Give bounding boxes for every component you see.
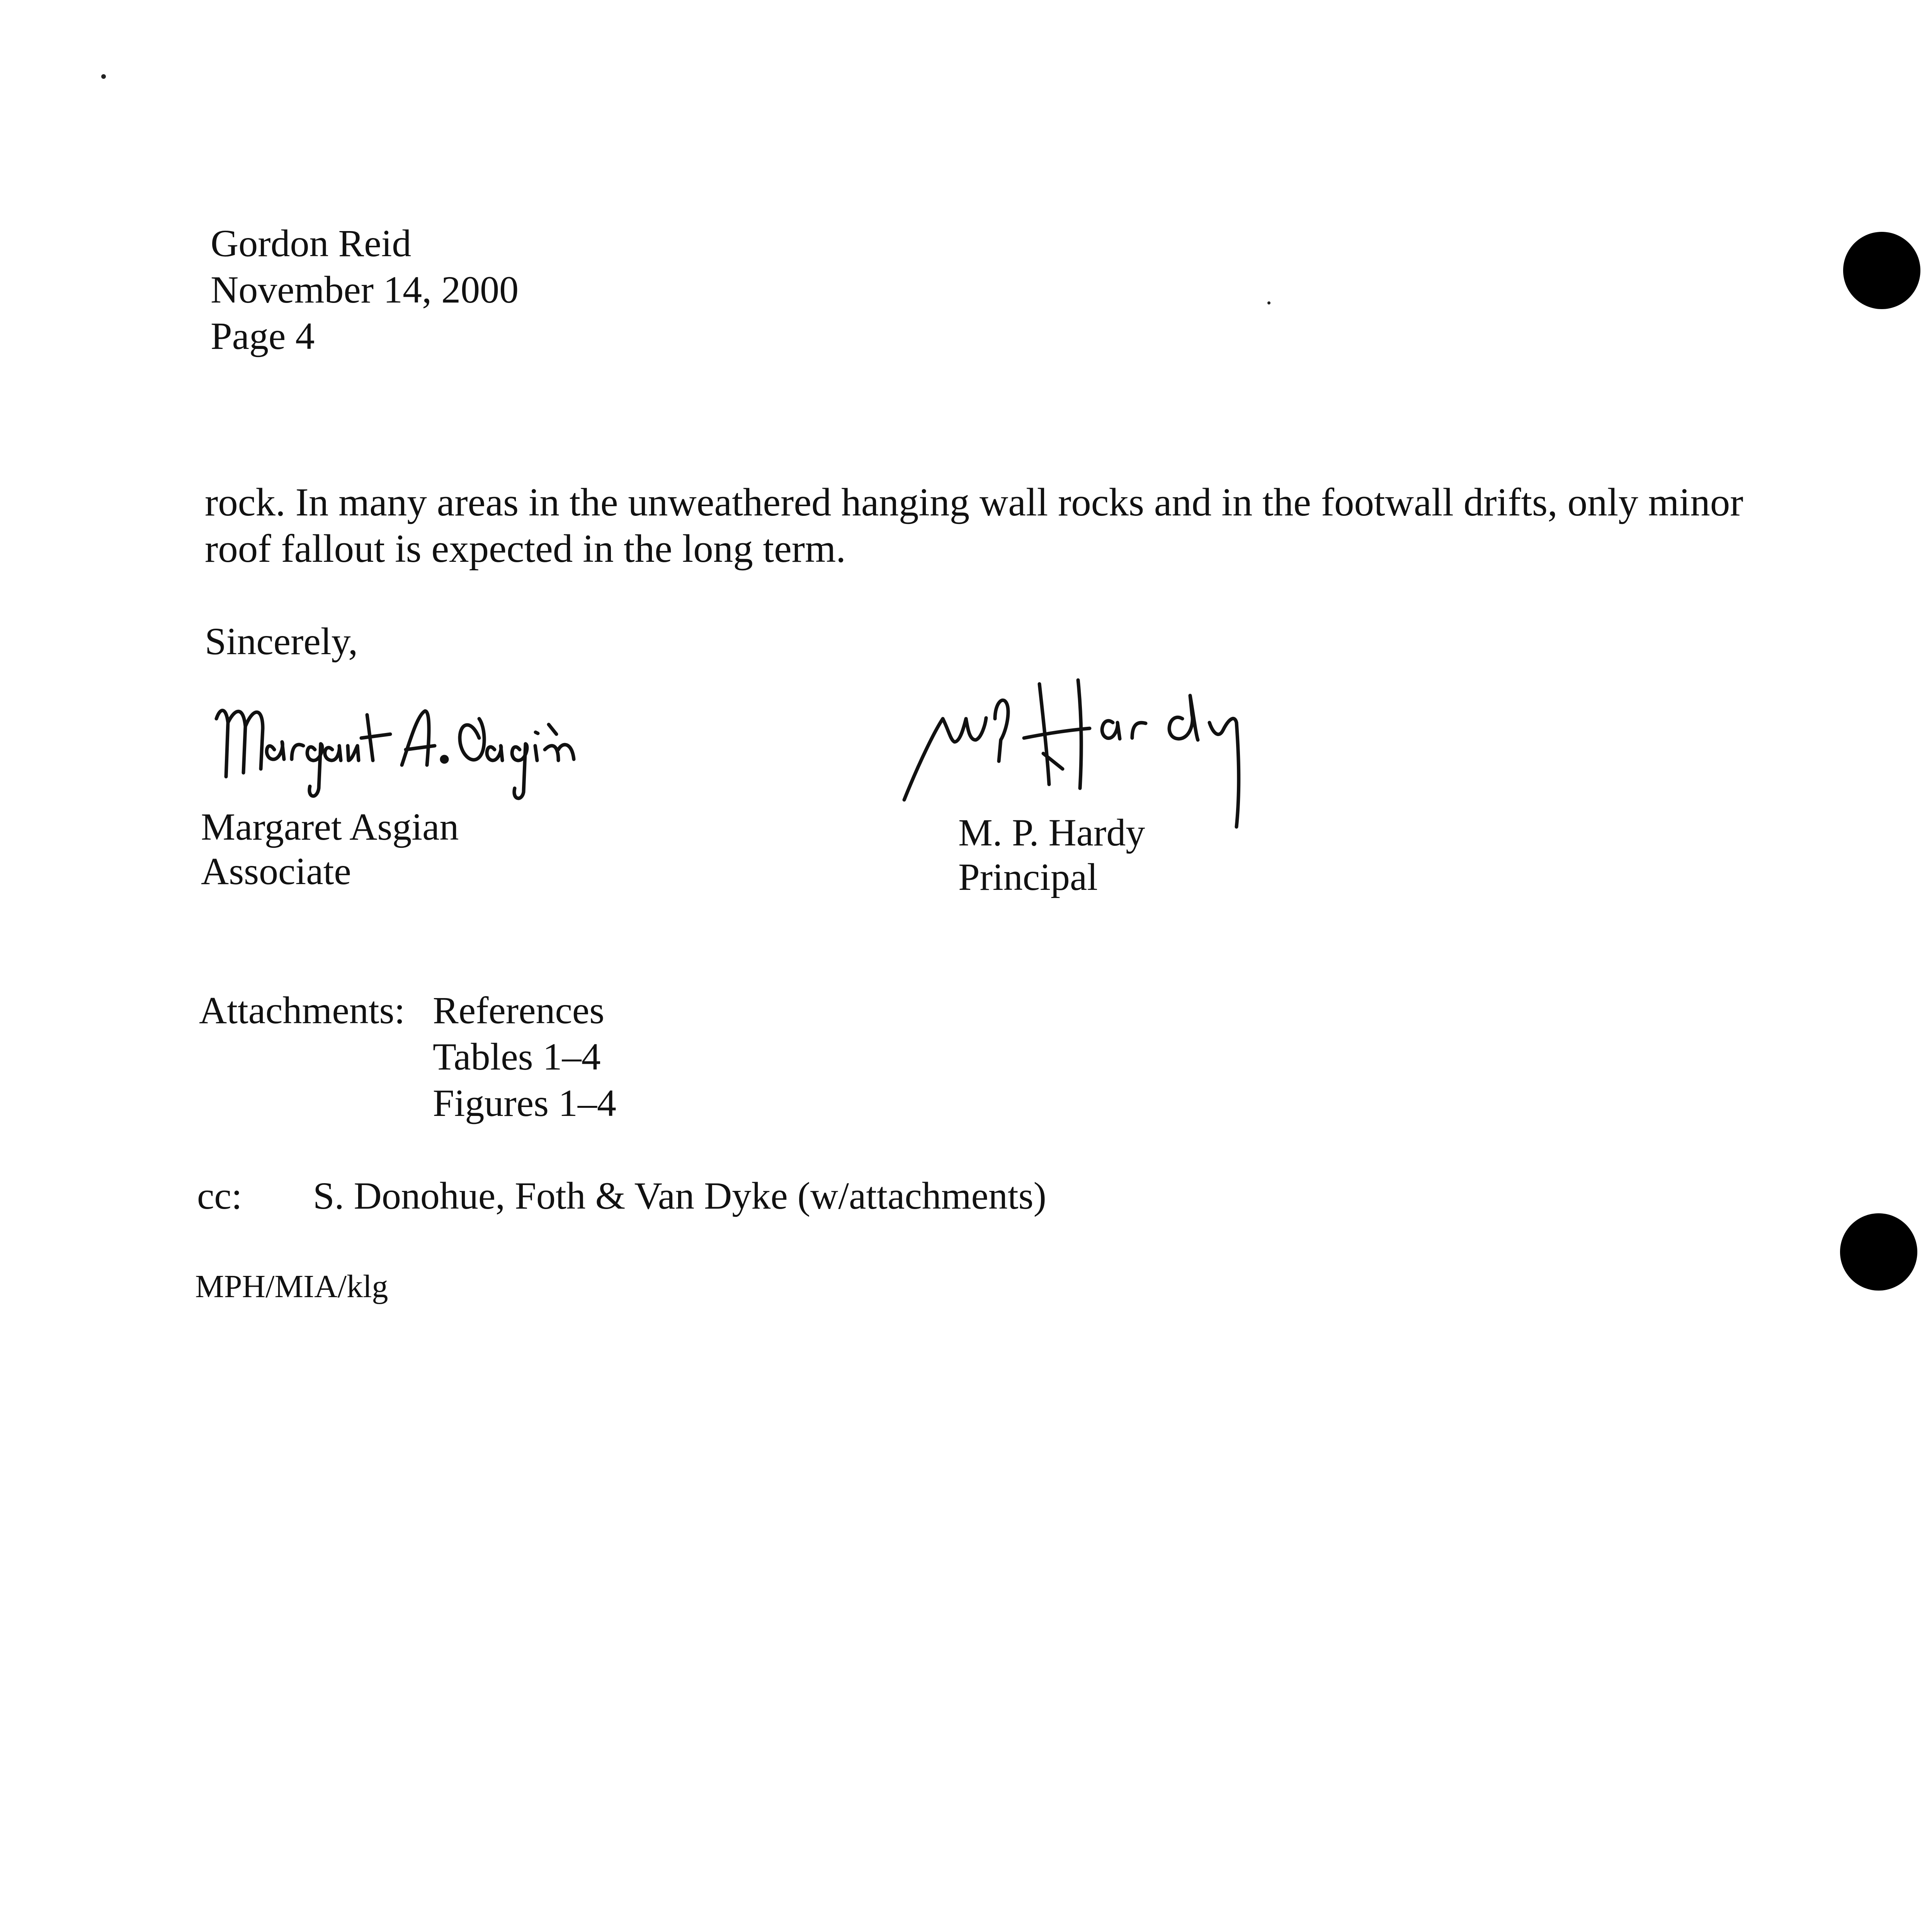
scan-speck [1267,301,1270,304]
cc-recipients: S. Donohue, Foth & Van Dyke (w/attachments) [313,1174,1046,1217]
attachment-item: Figures 1–4 [433,1082,616,1124]
letter-date: November 14, 2000 [211,268,519,311]
signatory-2-name: M. P. Hardy [958,811,1145,854]
attachments-label: Attachments: [199,989,405,1032]
page-label: Page 4 [211,315,315,357]
closing: Sincerely, [205,620,358,663]
body-line-1: rock. In many areas in the unweathered hanging wall rocks and in the footwall drifts, only minor [205,480,1743,524]
hole-punch-top [1843,232,1920,309]
attachment-item: References [433,989,605,1032]
scan-speck [101,74,106,79]
body-line-2: roof fallout is expected in the long term. [205,527,846,571]
signatory-1-title: Associate [201,850,351,893]
cc-label: cc: [197,1174,242,1217]
signatory-2-title: Principal [958,855,1098,898]
typist-initials: MPH/MIA/klg [195,1269,388,1304]
hole-punch-middle [1840,1213,1917,1291]
signatory-1-name: Margaret Asgian [201,805,459,848]
recipient-name: Gordon Reid [211,222,412,265]
signature-asgian [209,692,580,804]
attachment-item: Tables 1–4 [433,1035,601,1078]
